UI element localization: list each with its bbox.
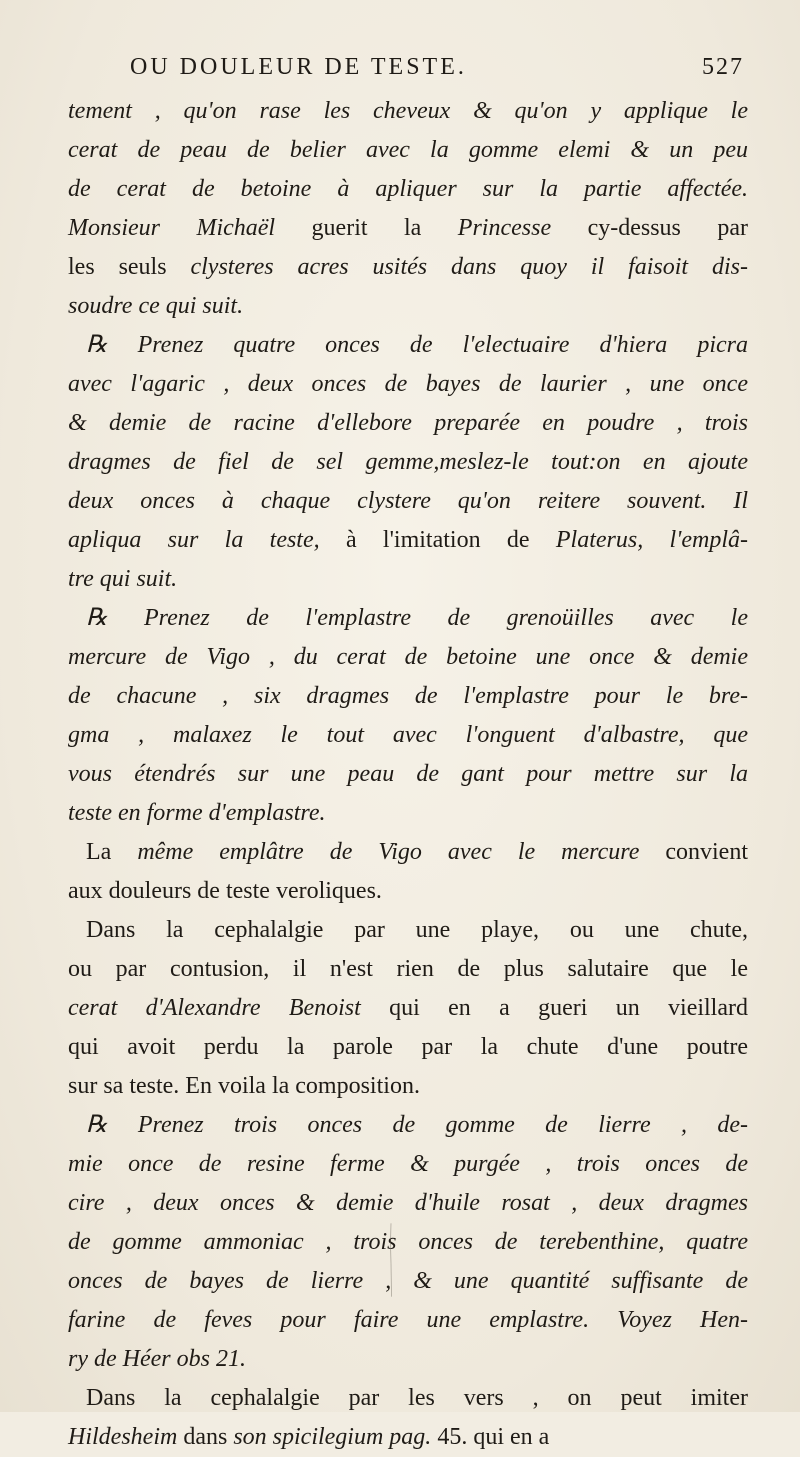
running-head: OU DOULEUR DE TESTE. (130, 54, 467, 80)
roman-text: Dans la cephalalgie par les vers , on peut imiter (86, 1385, 748, 1411)
italic-text: même emplâtre de Vigo avec le mercure (137, 839, 640, 865)
text-line (68, 638, 748, 677)
text-line (68, 209, 748, 248)
italic-text: teste en forme d'emplastre. (68, 800, 326, 826)
text-line (68, 92, 748, 131)
text-line (68, 599, 748, 638)
ink-stroke-decoration (390, 1150, 392, 1370)
italic-text: ℞ Prenez quatre onces de l'electuaire d'hiera picra (86, 332, 748, 358)
roman-text: 45. qui en a (431, 1424, 550, 1450)
text-line (68, 404, 748, 443)
text-block (68, 48, 748, 1457)
text-line (68, 1028, 748, 1067)
italic-text: de gomme ammoniac , trois onces de terebenthine, quatre (68, 1229, 748, 1255)
roman-text: sur sa teste. En voila la composition. (68, 1073, 420, 1099)
text-line (68, 443, 748, 482)
italic-text: Monsieur Michaël (68, 215, 276, 241)
roman-text: les seuls (68, 254, 191, 280)
italic-text: apliqua sur la teste, (68, 527, 346, 553)
text-line (68, 131, 748, 170)
roman-text: guerit la (275, 215, 458, 241)
body-text (68, 92, 748, 1457)
text-line (68, 1223, 748, 1262)
text-line (68, 1301, 748, 1340)
text-line (68, 170, 748, 209)
italic-text: cire , deux onces & demie d'huile rosat , deux dragmes (68, 1190, 748, 1216)
italic-text: & demie de racine d'ellebore preparée en poudre , trois (68, 410, 748, 436)
italic-text: ℞ Prenez trois onces de gomme de lierre , de- (86, 1112, 748, 1138)
text-line (68, 326, 748, 365)
italic-text: mercure de Vigo , du cerat de betoine une once & demie (68, 644, 748, 670)
text-line (68, 989, 748, 1028)
italic-text: avec l'agaric , deux onces de bayes de laurier , une once (68, 371, 748, 397)
text-line (68, 287, 748, 326)
text-line (68, 1106, 748, 1145)
italic-text: gma , malaxez le tout avec l'onguent d'albastre, que (68, 722, 748, 748)
italic-text: onces de bayes de lierre , & une quantité suffisante de (68, 1268, 748, 1294)
italic-text: ry de Héer obs 21. (68, 1346, 246, 1372)
roman-text: La (86, 839, 138, 865)
roman-text: cy-dessus par (551, 215, 748, 241)
italic-text: vous étendrés sur une peau de gant pour mettre sur la (68, 761, 748, 787)
text-line (68, 482, 748, 521)
text-line (68, 950, 748, 989)
text-line (68, 911, 748, 950)
roman-text: qui avoit perdu la parole par la chute d'une poutre (68, 1034, 748, 1060)
italic-text: de cerat de betoine à apliquer sur la partie affectée. (68, 176, 748, 202)
page-header (68, 48, 748, 92)
text-line (68, 1340, 748, 1379)
italic-text: cerat de peau de belier avec la gomme elemi & un peu (68, 137, 748, 163)
italic-text: de chacune , six dragmes de l'emplastre pour le bre- (68, 683, 748, 709)
italic-text: dragmes de fiel de sel gemme,meslez-le tout:on en ajoute (68, 449, 748, 475)
text-line (68, 1184, 748, 1223)
text-line (68, 677, 748, 716)
roman-text: aux douleurs de teste veroliques. (68, 878, 382, 904)
text-line (68, 1145, 748, 1184)
page-number: 527 (702, 54, 744, 80)
roman-text: à l'imitation de (345, 527, 556, 553)
italic-text: clysteres acres usités dans quoy il faisoit dis- (190, 254, 748, 280)
roman-text: Dans la cephalalgie par une playe, ou une chute, (86, 917, 748, 943)
italic-text: tre qui suit. (68, 566, 178, 592)
text-line (68, 872, 748, 911)
italic-text: tement , qu'on rase les cheveux & qu'on y applique le (68, 98, 748, 124)
text-line (68, 560, 748, 599)
roman-text: ou par contusion, il n'est rien de plus salutaire que le (68, 956, 748, 982)
italic-text: Hildesheim (68, 1424, 178, 1450)
italic-text: farine de feves pour faire une emplastre. Voyez Hen- (68, 1307, 748, 1333)
italic-text: soudre ce qui suit. (68, 293, 244, 319)
text-line (68, 365, 748, 404)
italic-text: mie once de resine ferme & purgée , trois onces de (68, 1151, 748, 1177)
italic-text: son spicilegium pag. (233, 1424, 432, 1450)
roman-text: dans (177, 1424, 234, 1450)
text-line (68, 833, 748, 872)
italic-text: cerat d'Alexandre Benoist (68, 995, 361, 1021)
text-line (68, 248, 748, 287)
italic-text: Platerus, l'emplâ- (555, 527, 748, 553)
italic-text: deux onces à chaque clystere qu'on reitere souvent. Il (68, 488, 748, 514)
text-line (68, 1262, 748, 1301)
text-line (68, 1418, 748, 1457)
roman-text: qui en a gueri un vieillard (360, 995, 748, 1021)
text-line (68, 794, 748, 833)
text-line (68, 755, 748, 794)
text-line (68, 716, 748, 755)
text-line (68, 1379, 748, 1418)
italic-text: Princesse (457, 215, 552, 241)
text-line (68, 1067, 748, 1106)
text-line (68, 521, 748, 560)
roman-text: convient (639, 839, 748, 865)
italic-text: ℞ Prenez de l'emplastre de grenoüilles avec le (86, 605, 748, 631)
